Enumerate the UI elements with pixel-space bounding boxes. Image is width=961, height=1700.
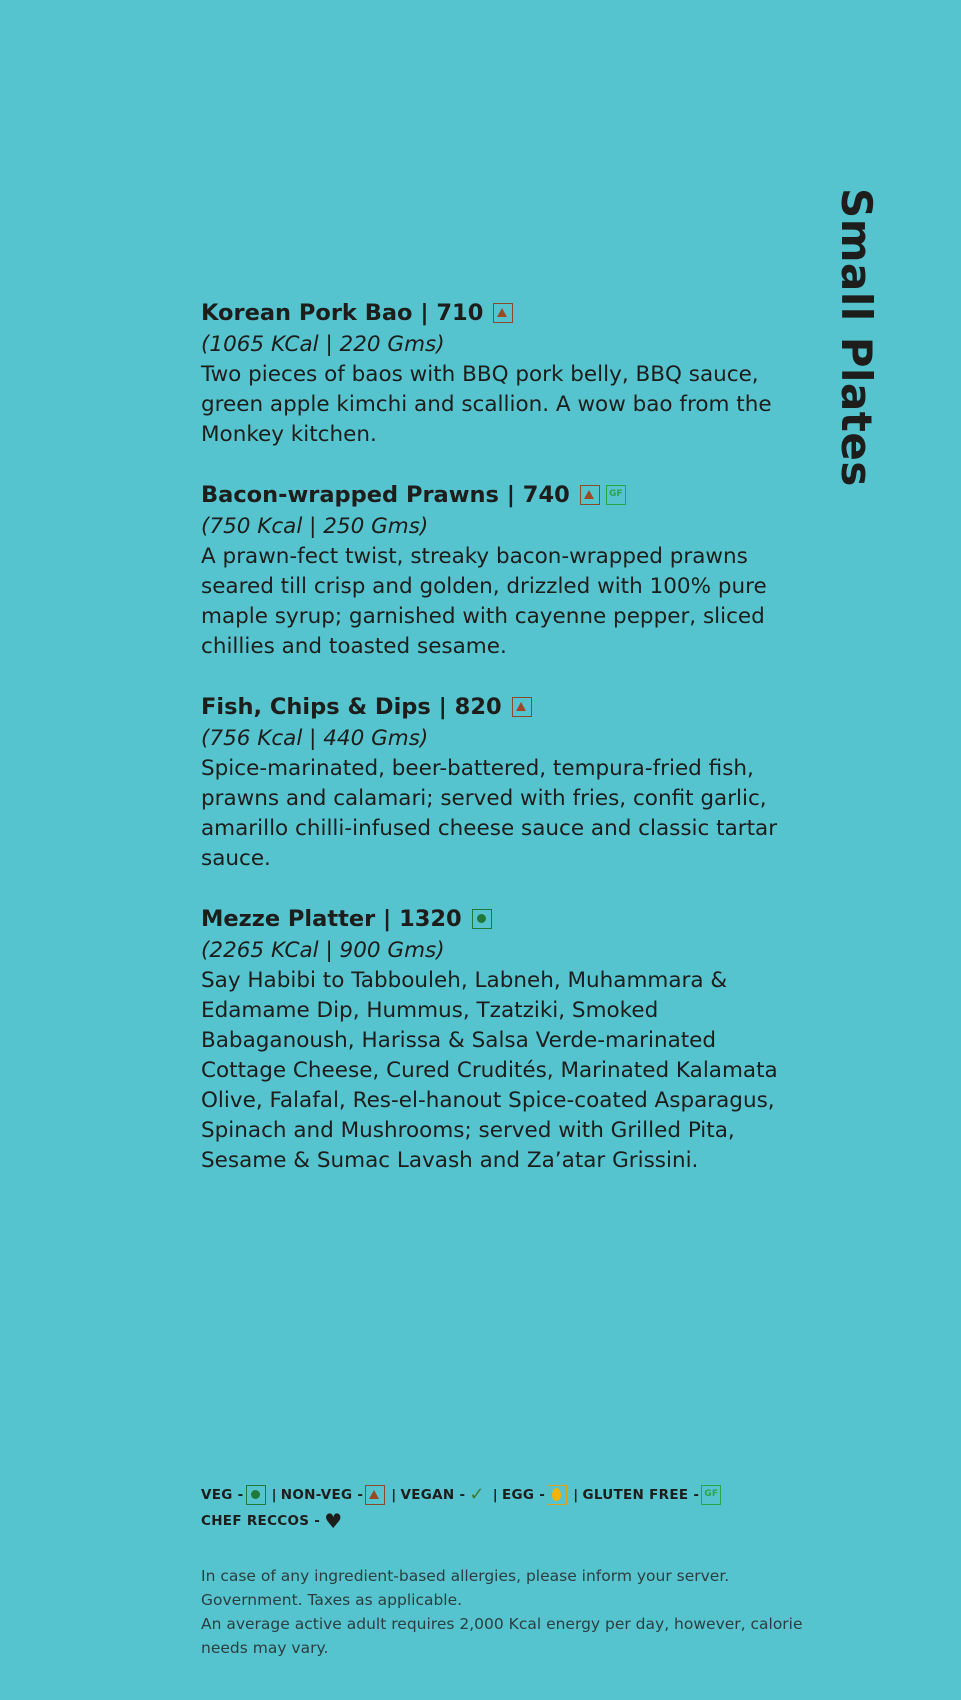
item-calories: (750 Kcal | 250 Gms) — [201, 514, 429, 539]
legend-gluten-free-label: GLUTEN FREE - — [582, 1487, 700, 1503]
non-veg-icon — [493, 303, 513, 323]
item-description: Two pieces of baos with BBQ pork belly, BBQ sauce, green apple kimchi and scallion. A wow bao from the Monkey kitchen. — [201, 362, 772, 447]
item-calories: (756 Kcal | 440 Gms) — [201, 726, 429, 751]
menu-item — [201, 902, 801, 1176]
legend-separator: | — [271, 1487, 277, 1503]
tax-note: Government. Taxes as applicable. — [201, 1591, 463, 1609]
heart-icon: ♥ — [324, 1509, 343, 1533]
item-description: Say Habibi to Tabbouleh, Labneh, Muhammara & Edamame Dip, Hummus, Tzatziki, Smoked Babaganoush, Harissa & Salsa Verde-marinated Cottage Cheese, Cured Crudités, Marinated Kalamata Olive, Falafal, Res-el-hanout Spice-coated Asparagus, Spinach and Mushrooms; served with Grilled Pita, Sesame & Sumac Lavash and Za’atar Grissini. — [201, 968, 778, 1173]
gluten-free-icon: GF — [606, 485, 626, 505]
legend-separator: | — [391, 1487, 397, 1503]
non-veg-icon — [365, 1485, 385, 1505]
gluten-free-icon: GF — [701, 1485, 721, 1505]
legend-separator: | — [492, 1487, 499, 1503]
footer-notes — [201, 1564, 821, 1660]
menu-item — [201, 296, 801, 450]
item-name-price: Fish, Chips & Dips | 820 — [201, 694, 502, 720]
legend-egg-label: EGG - — [502, 1487, 546, 1503]
non-veg-icon — [512, 697, 532, 717]
veg-icon — [246, 1485, 266, 1505]
item-name-price: Bacon-wrapped Prawns | 740 — [201, 482, 570, 508]
item-description: Spice-marinated, beer-battered, tempura-fried fish, prawns and calamari; served with fries, confit garlic, amarillo chilli-infused cheese sauce and classic tartar sauce. — [201, 756, 778, 871]
section-title: Small Plates — [832, 188, 881, 487]
menu-item — [201, 478, 801, 662]
legend-chef-reccos-label: CHEF RECCOS - — [201, 1513, 321, 1529]
menu-list — [201, 296, 801, 1204]
veg-icon — [472, 909, 492, 929]
legend-non-veg-label: NON-VEG - — [280, 1487, 364, 1503]
diet-legend — [201, 1482, 821, 1534]
item-description: A prawn-fect twist, streaky bacon-wrapped prawns seared till crisp and golden, drizzled with 100% pure maple syrup; garnished with cayenne pepper, sliced chillies and toasted sesame. — [201, 544, 767, 659]
vegan-check-icon: ✓ — [469, 1484, 485, 1505]
legend-separator: | — [573, 1487, 579, 1503]
item-name-price: Korean Pork Bao | 710 — [201, 300, 484, 326]
legend-vegan-label: VEGAN - — [400, 1487, 466, 1503]
egg-icon — [547, 1485, 567, 1505]
allergy-note: In case of any ingredient-based allergies, please inform your server. — [201, 1567, 730, 1585]
legend-veg-label: VEG - — [201, 1487, 244, 1503]
calorie-note: An average active adult requires 2,000 Kcal energy per day, however, calorie needs may vary. — [201, 1615, 803, 1657]
item-calories: (2265 KCal | 900 Gms) — [201, 938, 445, 963]
non-veg-icon — [580, 485, 600, 505]
item-calories: (1065 KCal | 220 Gms) — [201, 332, 445, 357]
item-name-price: Mezze Platter | 1320 — [201, 906, 462, 932]
menu-item — [201, 690, 801, 874]
